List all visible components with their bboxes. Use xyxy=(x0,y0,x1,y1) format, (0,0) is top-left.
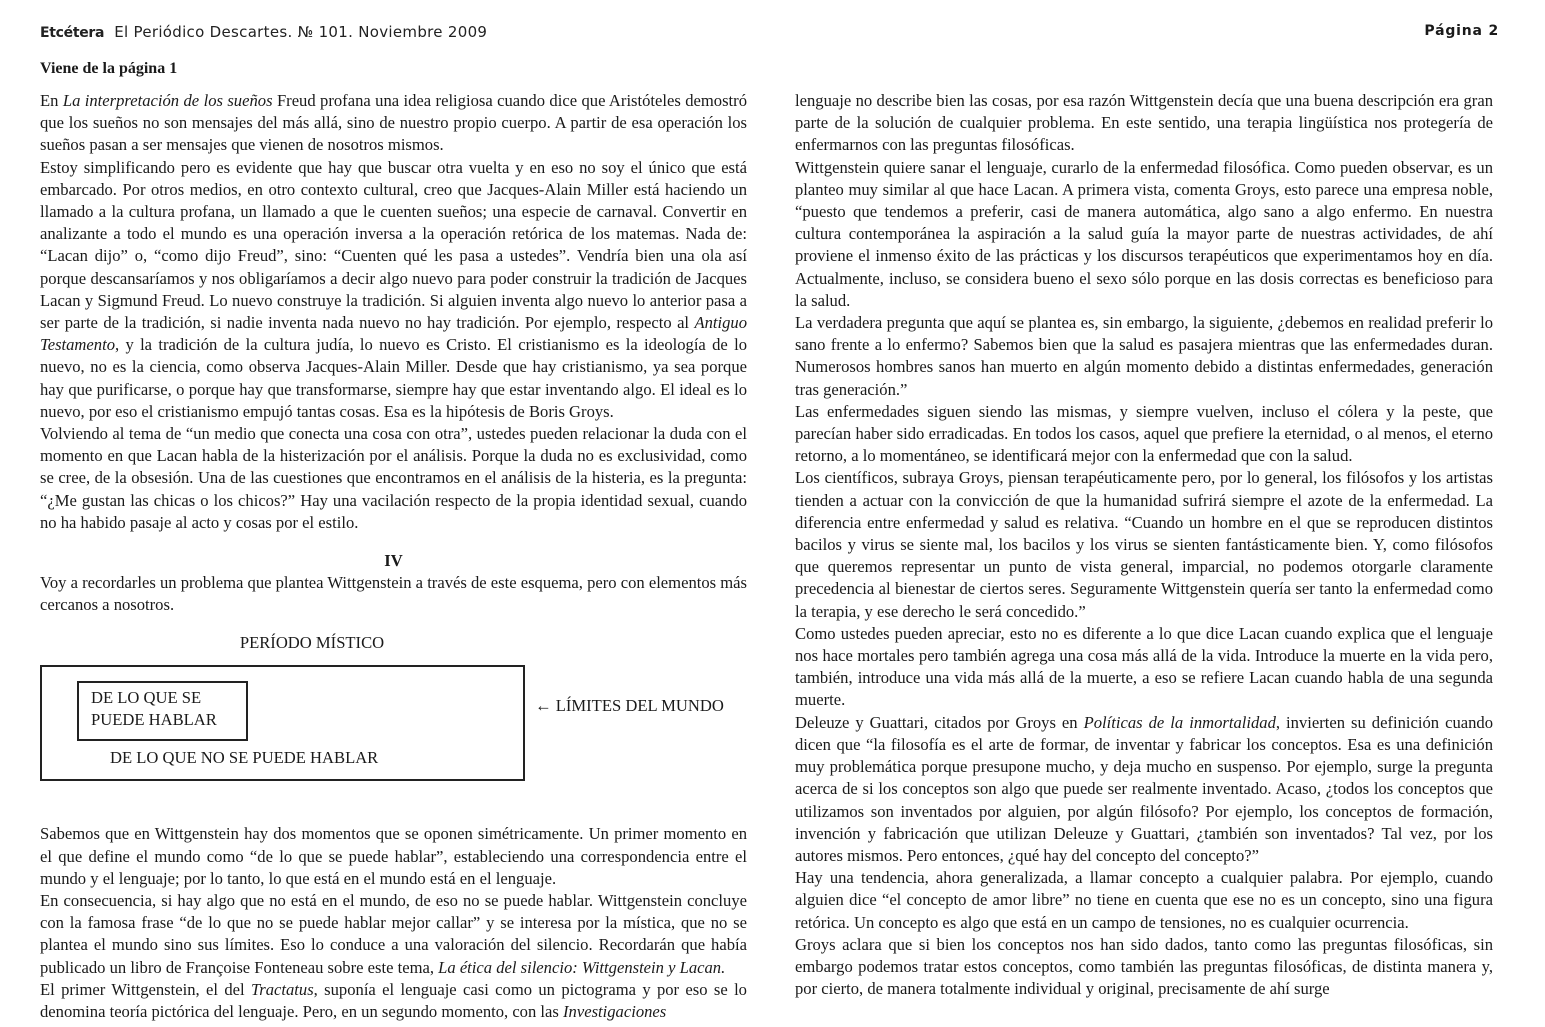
brand-logo: Etcétera xyxy=(40,25,105,41)
paragraph: En La interpretación de los sueños Freud profana una idea religiosa cuando dice que Aristóteles demostró que los sueños no son mensajes del más allá, sino de nuestro propio cuerpo. A partir de esa operación los sueños pasan a ser mensajes que vienen de nosotros mismos. xyxy=(40,91,747,155)
book-title: Investigaciones xyxy=(563,1002,667,1022)
inner-box-line: DE LO QUE SE xyxy=(91,688,202,708)
paragraph: Groys aclara que si bien los conceptos nos han sido dados, tanto como las preguntas filosóficas, sin embargo podemos tratar estos conceptos, como también las preguntas filosóficas, de distinta manera y, por cierto, de manera totalmente individual y original, precisamente de ahí surge xyxy=(795,934,1493,999)
page-header xyxy=(40,23,487,41)
left-column xyxy=(40,90,747,1023)
paragraph: Hay una tendencia, ahora generalizada, a llamar concepto a cualquier palabra. Por ejemplo, cuando alguien dice “el concepto de amor libre” no tiene en cuenta que ese no es un concepto, sino una figura retórica. Un concepto es algo que está en un campo de tensiones, no es cualquier ocurrencia. xyxy=(795,868,1493,932)
book-title: Tractatus xyxy=(250,979,314,999)
paragraph: lenguaje no describe bien las cosas, por esa razón Wittgenstein decía que una buena descripción era gran parte de la solución de cualquier problema. En este sentido, una terapia lingüística nos protegería de enfermarnos con las preguntas filosóficas. xyxy=(795,91,1493,155)
book-title: La ética del silencio: Wittgenstein y Lacan. xyxy=(438,957,726,977)
paragraph: Los científicos, subraya Groys, piensan terapéuticamente pero, por lo general, los filósofos y los artistas tienden a actuar con la convicción de que la humanidad sufrirá siempre el azote de la enfermedad. La diferencia entre enfermedad y salud es relativa. “Cuando un hombre en el que se reproducen distintos bacilos y virus se siente mal, los bacilos y los virus se sienten fantásticamente bien. Y, como filósofos que queremos representar un punto de vista general, imparcial, no podemos otorgarle claramente precedencia al bienestar de ciertos seres. Seguramente Wittgenstein quería ser tanto la enfermedad como la terapia, y ese derecho le será concedido.” xyxy=(795,468,1493,621)
right-column xyxy=(795,90,1493,1000)
book-title: La interpretación de los sueños xyxy=(62,91,273,110)
outer-box-label: DE LO QUE NO SE PUEDE HABLAR xyxy=(110,748,379,768)
paragraph: La verdadera pregunta que aquí se plantea es, sin embargo, la siguiente, ¿debemos en realidad preferir lo sano frente a lo enfermo? Sabemos bien que la salud es pasajera mientras que las enfermedades duran. Numerosos hombres sanos han muerto en algún momento debido a distintas enfermedades, generación tras generación.” xyxy=(795,313,1493,399)
diagram-inner-box xyxy=(77,681,248,741)
limits-label: ← LÍMITES DEL MUNDO xyxy=(535,696,724,716)
wittgenstein-diagram: PERÍODO MÍSTICO DE LO QUE SE PUEDE HABLAR DE LO QUE NO SE PUEDE HABLAR ← LÍMITES DEL MUNDO xyxy=(40,632,747,817)
paragraph: En consecuencia, si hay algo que no está en el mundo, de eso no se puede hablar. Wittgenstein concluye con la famosa frase “de lo que no se puede hablar mejor callar” y se interesa por la mística, que no se plantea el mundo sino sus límites. Eso lo conduce a una valoración del silencio. Recordarán que había publicado un libro de Françoise Fonteneau sobre este tema, La ética del silencio: Wittgenstein y Lacan. xyxy=(40,891,747,977)
paragraph: Deleuze y Guattari, citados por Groys en Políticas de la inmortalidad, invierten su definición cuando dicen que “la filosofía es el arte de formar, de inventar y fabricar los conceptos. Esa es una definición muy problemática porque presupone mucho, y deja mucho en suspenso. Por ejemplo, surge la pregunta acerca de si los conceptos son algo que puede ser realmente inventado. Acaso, ¿todos los conceptos que utilizamos son inventados por alguien, por algún filósofo? Por ejemplo, los conceptos de formación, invención y fabricación que utilizan Deleuze y Guattari, ¿también son inventados? Tal vez, por los autores mismos. Pero entonces, ¿qué hay del concepto del concepto?” xyxy=(795,712,1493,865)
paragraph: Las enfermedades siguen siendo las mismas, y siempre vuelven, incluso el cólera y la peste, que parecían haber sido erradicadas. En todos los casos, aquel que prefiere la eternidad, o al menos, el eterno retorno, a lo momentáneo, se identificará mejor con la enfermedad que con la salud. xyxy=(795,401,1493,466)
continued-from-label: Viene de la página 1 xyxy=(40,60,178,77)
paragraph: El primer Wittgenstein, el del Tractatus, suponía el lenguaje casi como un pictograma y por eso se lo denomina teoría pictórica del lenguaje. Pero, en un segundo momento, con las Investigaciones xyxy=(40,979,747,1022)
paragraph: Wittgenstein quiere sanar el lenguaje, curarlo de la enfermedad filosófica. Como pueden observar, es un planteo muy similar al que hace Lacan. A primera vista, comenta Groys, esto parece una empresa noble, “puesto que tendemos a preferir, casi de manera automática, algo sano a algo enfermo. En nuestra cultura contemporánea la aspiración a la salud guía la mayor parte de nuestras actividades, de ahí proviene el inmenso éxito de las prácticas y los discursos terapéuticos que experimentamos hoy en día. Actualmente, incluso, se considera bueno el sexo sólo porque en las dosis correctas es beneficioso para la salud. xyxy=(795,157,1493,310)
paragraph: Voy a recordarles un problema que plantea Wittgenstein a través de este esquema, pero con elementos más cercanos a nosotros. xyxy=(40,573,747,615)
paragraph: Estoy simplificando pero es evidente que hay que buscar otra vuelta y en eso no soy el único que está embarcado. Por otros medios, en otro contexto cultural, creo que Jacques-Alain Miller está haciendo un llamado a la cultura profana, un llamado a que le cuenten sueños; una especie de carnaval. Convertir en analizante a todo el mundo es una operación inversa a la operación retórica de los matemas. Nada de: “Lacan dijo” o, “como dijo Freud”, sino: “Cuenten qué les pasa a ustedes”. Vendría bien una ola así porque descansaríamos y nos obligaríamos a decir algo nuevo para poder construir la tradición de Jacques Lacan y Sigmund Freud. Lo nuevo construye la tradición. Si alguien inventa algo nuevo lo anterior pasa a ser parte de la tradición, si nadie inventa nada nuevo no hay tradición. Por ejemplo, respecto al Antiguo Testamento, y la tradición de la cultura judía, lo nuevo es Cristo. El cristianismo es la ideología de lo nuevo, no es la ciencia, como observa Jacques-Alain Miller. Desde que hay cristianismo, ya sea porque hay que purificarse, o porque hay que transformarse, siempre hay que estar inventando algo. El ideal es lo nuevo, por eso el cristianismo empujó tantas cosas. Esa es la hipótesis de Boris Groys. xyxy=(40,157,747,421)
book-title: Políticas de la inmortalidad xyxy=(1083,712,1276,732)
diagram-outer-box xyxy=(40,665,525,781)
book-title: Antiguo Testamento xyxy=(40,313,747,355)
page-number: Página 2 xyxy=(1424,23,1499,39)
paragraph: Sabemos que en Wittgenstein hay dos momentos que se oponen simétricamente. Un primer momento en el que define el mundo como “de lo que se puede hablar”, estableciendo una correspondencia entre el mundo y el lenguaje; por lo tanto, lo que está en el mundo está en el lenguaje. xyxy=(40,824,747,888)
paragraph: Volviendo al tema de “un medio que conecta una cosa con otra”, ustedes pueden relacionar la duda con el momento en que Lacan habla de la histerización por el análisis. Porque la duda no es exclusividad, como se cree, de la obsesión. Una de las cuestiones que encontramos en el análisis de la histeria, es la pregunta: “¿Me gustan las chicas o los chicos?” Hay una vacilación respecto de la propia identidad sexual, cuando no ha habido pasaje al acto y cosas por el estilo. xyxy=(40,424,747,532)
paragraph: Como ustedes pueden apreciar, esto no es diferente a lo que dice Lacan cuando explica que el lenguaje nos hace mortales pero también agrega una cosa más allá de la vida. Introduce la muerte en la vida pero, también, introduce una vida más allá de la muerte, a eso se refiere Lacan cuando habla de una segunda muerte. xyxy=(795,623,1493,710)
section-heading: IV xyxy=(384,551,403,571)
publication-line: El Periódico Descartes. № 101. Noviembre 2009 xyxy=(114,23,488,41)
inner-box-line: PUEDE HABLAR xyxy=(91,710,217,730)
